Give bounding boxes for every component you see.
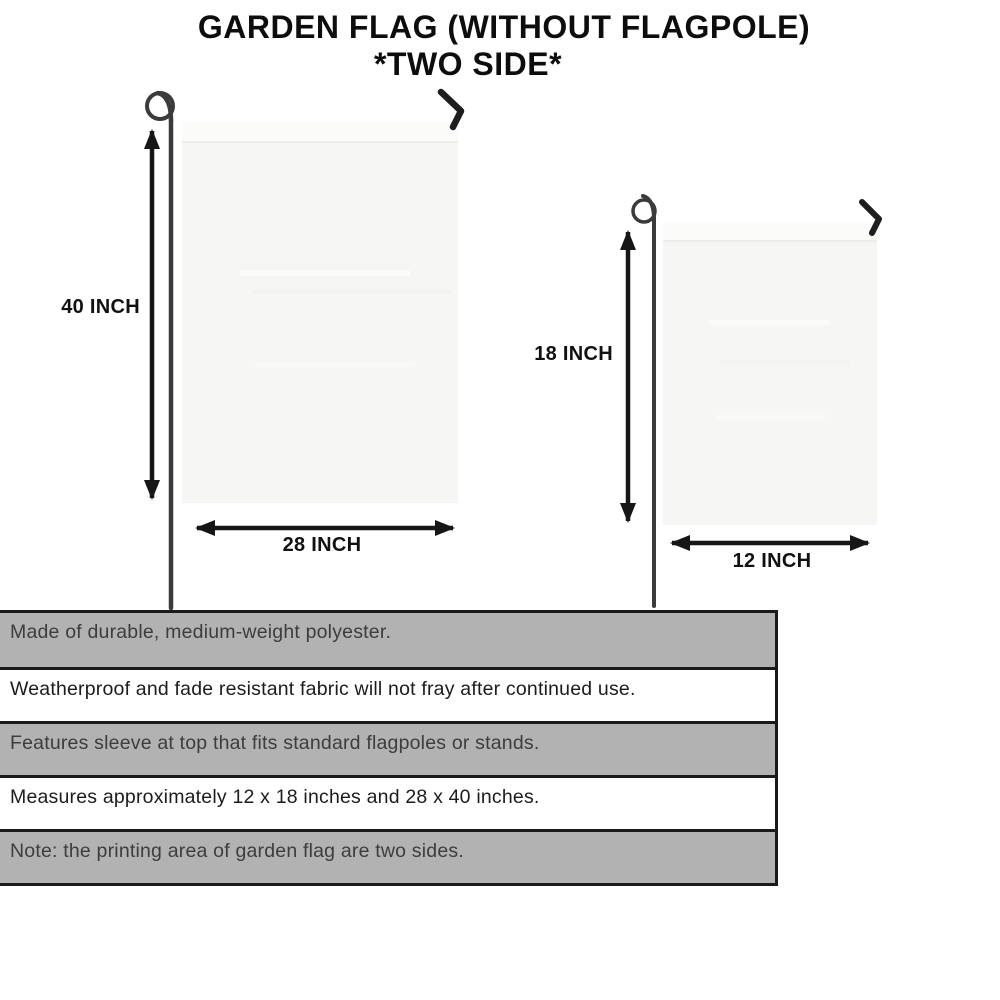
flagpole-small bbox=[633, 196, 655, 606]
feature-table bbox=[0, 610, 778, 886]
hanger-hook-large-icon bbox=[441, 92, 461, 127]
feature-row: Weatherproof and fade resistant fabric will not fray after continued use. bbox=[0, 667, 775, 721]
small-flag-height-label: 18 INCH bbox=[534, 343, 613, 365]
feature-row: Features sleeve at top that fits standard flagpoles or stands. bbox=[0, 721, 775, 775]
title-line-2: *TWO SIDE* bbox=[373, 46, 563, 82]
small-flag-width-label: 12 INCH bbox=[732, 550, 812, 572]
flag-large bbox=[182, 122, 458, 503]
flag-small bbox=[663, 223, 877, 525]
large-flag-width-label: 28 INCH bbox=[282, 534, 362, 556]
feature-row: Note: the printing area of garden flag are two sides. bbox=[0, 829, 775, 883]
title-line-1: GARDEN FLAG (WITHOUT FLAGPOLE) bbox=[197, 9, 811, 45]
feature-row: Made of durable, medium-weight polyester. bbox=[0, 613, 775, 667]
large-flag-height-label: 40 INCH bbox=[61, 296, 140, 318]
feature-row: Measures approximately 12 x 18 inches and 28 x 40 inches. bbox=[0, 775, 775, 829]
